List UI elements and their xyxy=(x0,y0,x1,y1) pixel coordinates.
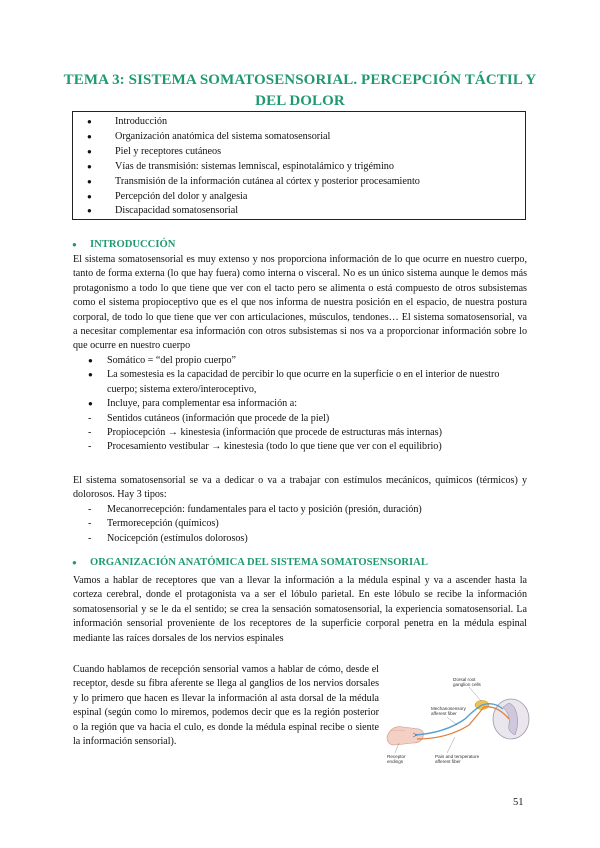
list-item: - Nocicepción (estímulos dolorosos) xyxy=(73,532,527,546)
toc-item: ● Vías de transmisión: sistemas lemniscal, espinotalámico y trigémino xyxy=(73,160,525,175)
bullet-icon: ● xyxy=(87,117,92,126)
table-of-contents xyxy=(72,111,526,220)
figure-label: ganglion cells xyxy=(453,682,481,687)
section-heading-organizacion: ● ORGANIZACIÓN ANATÓMICA DEL SISTEMA SOMATOSENSORIAL xyxy=(72,557,428,568)
reception-paragraph: Cuando hablamos de recepción sensorial vamos a hablar de cómo, desde el receptor, desde su fibra aferente se llega al ganglios de los nervios dorsales y lo primero que hacen es llevar la información al asta dorsal de la médula espinal (según como lo miremos, podemos decir que es la región posterior o la región que va hacia el culo, es donde la médula espinal recibe o siente la información sensorial). xyxy=(73,664,379,748)
list-item: - Procesamiento vestibular → kinestesia (todo lo que tiene que ver con el equilibrio) xyxy=(73,440,527,454)
toc-item: ● Introducción xyxy=(73,115,525,130)
bullet-icon: ● xyxy=(87,161,92,171)
bullet-icon: ● xyxy=(87,176,92,186)
leader-line xyxy=(447,717,457,725)
figure-label: endings xyxy=(387,759,404,764)
list-item: ● Somático = “del propio cuerpo” xyxy=(73,354,527,368)
bullet-icon: ● xyxy=(88,356,93,365)
dash-icon: - xyxy=(88,504,92,515)
page-number: 51 xyxy=(513,797,524,808)
figure-label: Mechanosensory xyxy=(431,706,466,711)
types-paragraph: El sistema somatosensorial se va a dedicar o va a trabajar con estímulos mecánicos, químicos (térmicos) y dolorosos. Hay 3 tipos: xyxy=(73,475,527,501)
list-item: ● La somestesia es la capacidad de percibir lo que ocurre en la superficie o en el interior de nuestro cuerpo; sistema extero/interoceptivo, xyxy=(88,369,500,395)
section-heading-introduccion: ● INTRODUCCIÓN xyxy=(72,239,176,250)
intro-paragraph: El sistema somatosensorial es muy extenso y nos proporciona información de lo que ocurre en nuestro cuerpo, tanto de forma externa (lo que hay fuera) como interna o visceral. No es un único sistema aunque le demos más protagonismo a todo lo que tiene que ver con el tacto pero se alimenta o está compuesto de otros subsistemas como el sistema propioceptivo que es el que nos informa de nuestra posición en el espacio, de nuestra postura corporal, de todo lo que tiene que ver con articulaciones, músculos, tendones… El sistema somatosensorial, va a necesitar complementar esa información con otros subsistemas si nos va a proporcionar información sobre lo que ocurre en nuestro cuerpo xyxy=(73,254,527,352)
spinal-cord-figure xyxy=(385,675,531,767)
figure-label: Dorsal root xyxy=(453,677,476,682)
figure-label: Pain and temperature xyxy=(435,754,480,759)
toc-item: ● Piel y receptores cutáneos xyxy=(73,145,525,160)
list-item: ● Incluye, para complementar esa información a: xyxy=(73,397,527,411)
leader-line xyxy=(469,687,481,701)
bullet-icon: ● xyxy=(87,131,92,141)
finger-skin-shape xyxy=(387,727,424,745)
figure-label: afferent fiber xyxy=(431,711,457,716)
bullet-icon: ● xyxy=(87,146,92,156)
list-item: - Termorecepción (químicos) xyxy=(73,517,527,531)
toc-item: ● Discapacidad somatosensorial xyxy=(73,204,525,219)
bullet-icon: ● xyxy=(87,206,92,216)
figure-label: Receptor xyxy=(387,754,406,759)
bullet-icon: ● xyxy=(72,558,77,567)
dash-icon: - xyxy=(88,427,92,439)
leader-line xyxy=(447,737,455,753)
dash-icon: - xyxy=(88,532,92,544)
toc-item: ● Organización anatómica del sistema somatosensorial xyxy=(73,130,525,145)
figure-label: afferent fiber xyxy=(435,759,461,764)
bullet-icon: ● xyxy=(88,399,93,409)
toc-item: ● Transmisión de la información cutánea al córtex y posterior procesamiento xyxy=(73,175,525,190)
bullet-icon: ● xyxy=(72,240,77,249)
list-item: - Mecanorrecepción: fundamentales para el tacto y posición (presión, duración) xyxy=(73,503,527,517)
toc-item: ● Percepción del dolor y analgesia xyxy=(73,190,525,205)
list-item: - Sentidos cutáneos (información que procede de la piel) xyxy=(73,412,527,426)
page-title: TEMA 3: SISTEMA SOMATOSENSORIAL. PERCEPCIÓN TÁCTIL Y DEL DOLOR xyxy=(63,72,537,109)
bullet-icon: ● xyxy=(87,191,92,201)
dash-icon: - xyxy=(88,412,92,424)
types-list xyxy=(73,503,527,546)
dash-icon: - xyxy=(88,518,92,530)
dash-icon: - xyxy=(88,441,92,453)
list-item: - Propiocepción → kinestesia (información que procede de estructuras más internas) xyxy=(73,426,527,440)
bullet-icon: ● xyxy=(88,370,93,380)
organization-paragraph: Vamos a hablar de receptores que van a llevar la información a la médula espinal y va a ascender hasta la corteza cerebral, donde el protagonista va a ser el lóbulo parietal. En este lóbulo se recibe la información somatosensorial y se le da el sentido; se crea la sensación somatosensorial, la experiencia somatosensorial. La información sensorial proveniente de los receptores de la superficie corporal penetra en la médula espinal mediante las raíces dorsales de los nervios espinales xyxy=(73,575,527,644)
intro-list xyxy=(73,354,527,455)
